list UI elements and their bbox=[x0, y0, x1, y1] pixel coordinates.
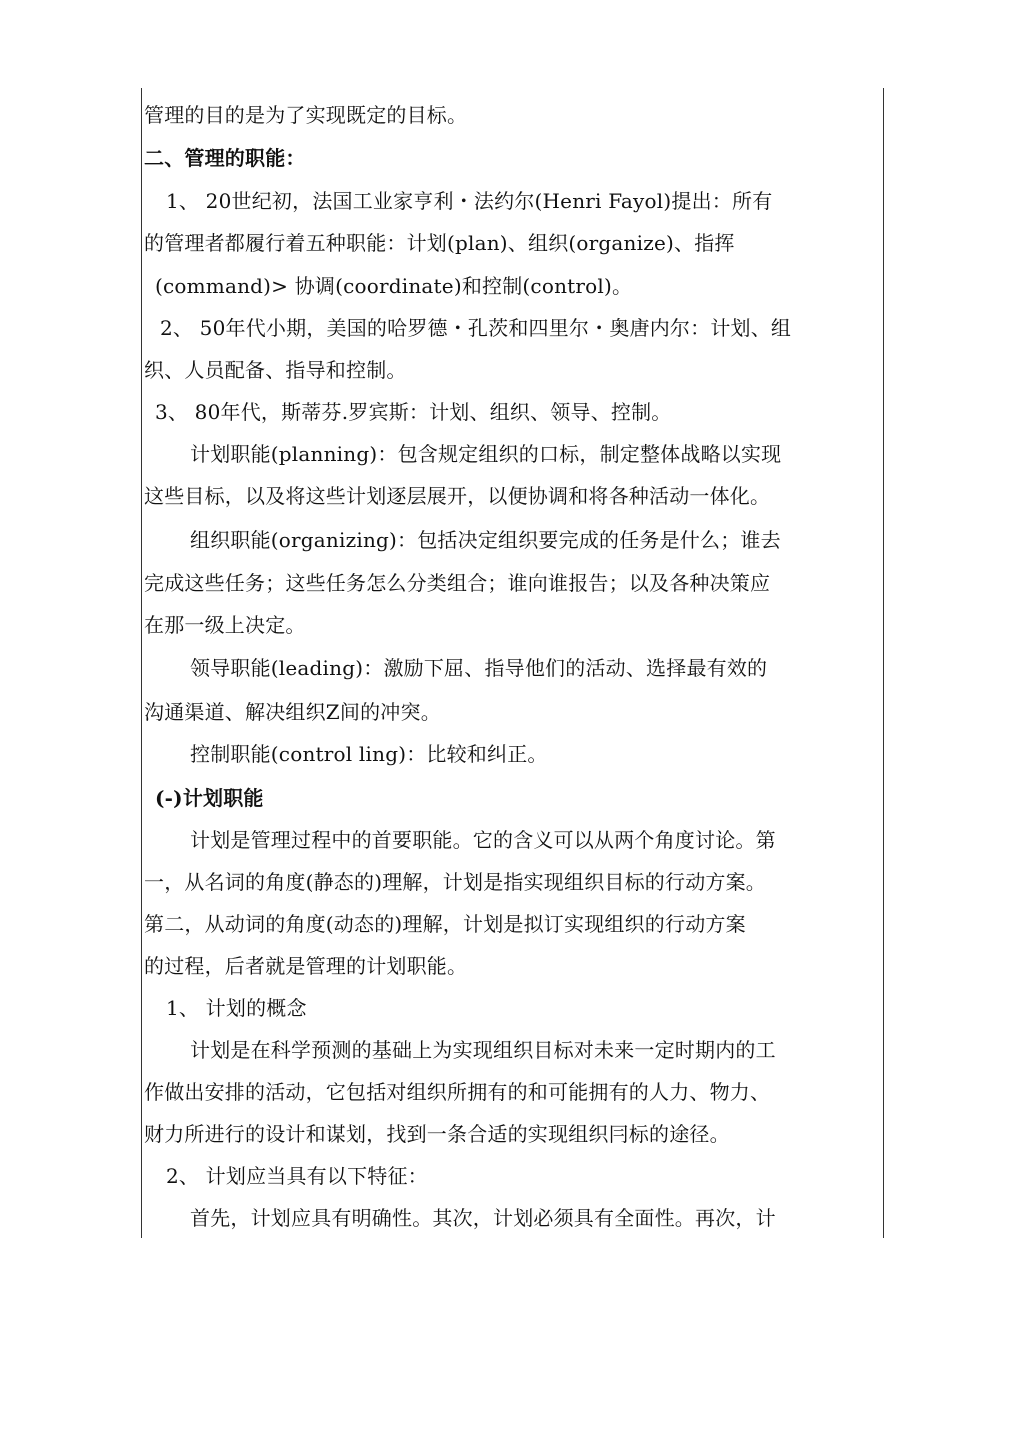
text-line: 作做出安排的活动，它包括对组织所拥有的和可能拥有的人力、物力、 bbox=[144, 1080, 771, 1104]
text-line: 2、 50年代小期，美国的哈罗德・孔茨和四里尔・奥唐内尔：计划、组 bbox=[160, 316, 792, 340]
text-line: 管理的目的是为了实现既定的目标。 bbox=[144, 103, 468, 127]
text-line: 织、人员配备、指导和控制。 bbox=[144, 358, 407, 382]
text-line: 完成这些任务；这些任务怎么分类组合；谁向谁报告；以及各种决策应 bbox=[144, 571, 771, 595]
text-line: 一，从名词的角度(静态的)理解，计划是指实现组织目标的行动方案。 bbox=[144, 870, 767, 894]
text-line: 计划是在科学预测的基础上为实现组织目标对未来一定时期内的工 bbox=[190, 1038, 776, 1062]
text-line: 的管理者都履行着五种职能：计划(plan)、组织(organize)、指挥 bbox=[144, 231, 735, 255]
text-line: 财力所进行的设计和谋划，找到一条合适的实现组织冃标的途径。 bbox=[144, 1122, 730, 1146]
subsection-heading: (-)计划职能 bbox=[155, 786, 264, 810]
text-line: 1、 20世纪初，法国工业家亨利・法约尔(Henri Fayol)提出：所有 bbox=[166, 189, 773, 213]
text-line: 领导职能(leading)：激励下屈、指导他们的活动、选择最有效的 bbox=[190, 656, 768, 680]
text-line: 首先，计划应具有明确性。其次，计划必须具有全面性。再次，计 bbox=[190, 1206, 776, 1230]
text-line: (command)> 协调(coordinate)和控制(control)。 bbox=[155, 274, 633, 298]
text-line: 控制职能(control ling)：比较和纠正。 bbox=[190, 742, 548, 766]
text-line: 3、 80年代，斯蒂芬.罗宾斯：计划、组织、领导、控制。 bbox=[155, 400, 672, 424]
text-line: 沟通渠道、解决组织Z间的冲突。 bbox=[144, 700, 441, 724]
text-line: 这些目标，以及将这些计划逐层展开，以便协调和将各种活动一体化。 bbox=[144, 484, 771, 508]
text-line: 2、 计划应当具有以下特征： bbox=[166, 1164, 428, 1188]
text-line: 计划职能(planning)：包含规定组织的口标，制定整体战略以实现 bbox=[190, 442, 782, 466]
text-line: 的过程，后者就是管理的计划职能。 bbox=[144, 954, 468, 978]
text-line: 第二，从动词的角度(动态的)理解，计划是拟订实现组织的行动方案 bbox=[144, 912, 746, 936]
text-line: 计划是管理过程中的首要职能。它的含义可以从两个角度讨论。第 bbox=[190, 828, 776, 852]
text-line: 组织职能(organizing)：包括决定组织要完成的任务是什么；谁去 bbox=[190, 528, 781, 552]
text-line: 在那一级上决定。 bbox=[144, 613, 306, 637]
text-line: 1、 计划的概念 bbox=[166, 996, 307, 1020]
section-heading: 二、管理的职能： bbox=[144, 146, 306, 170]
